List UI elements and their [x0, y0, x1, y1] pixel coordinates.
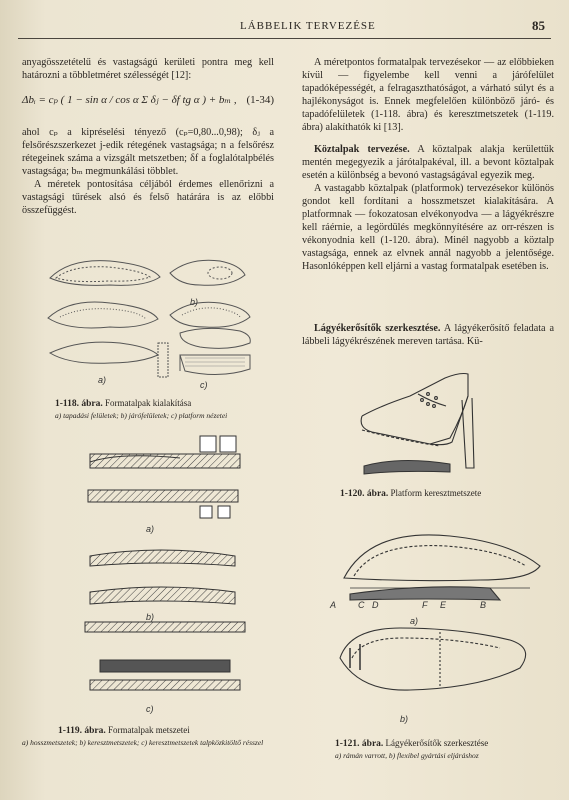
left-paragraph-2: ahol cₚ a kipréselési tényező (cₚ=0,80...0,98); δⱼ a felsőrészszerkezet j-edik rétegének vastagsága; n a felsőrész rétegeinek száma a vizsgált metszetben; δf a foglalótalpbélés vastagsága; bₘ megmunkálási többlet. [22, 127, 274, 177]
formula-number: (1-34) [246, 94, 274, 106]
fig119-caption-number: 1-119. ábra. [58, 726, 106, 736]
fig120-caption-number: 1-120. ábra. [340, 489, 389, 499]
header-rule [18, 38, 551, 39]
fig121-letter-B: B [480, 600, 487, 610]
section-title-koztalpak: Köztalpak tervezése. [314, 144, 410, 155]
fig121-letter-A: A [330, 600, 337, 610]
fig119-caption-title: Formatalpak metszetei [108, 725, 190, 735]
fig121-caption-sub: a) rámán varrott, b) flexibel gyártási eljáráshoz [335, 751, 479, 760]
figure-1-120 [350, 356, 540, 486]
fig121-letter-D: D [372, 600, 379, 610]
formula-body: Δbᵢ = cₚ ( 1 − sin α / cos α Σ δⱼ − δf tg α ) + bₘ , [22, 94, 237, 106]
left-column-text [22, 56, 274, 82]
fig118-caption-number: 1-118. ábra. [55, 399, 103, 409]
page-number: 85 [532, 18, 545, 33]
right-paragraph-2: A vastagabb köztalpak (platformok) tervezésekor különös gondot kell fordítani a hosszmetszet kialakítására. A platformnak — fokozatosan elvékonyodva — a lágyékrészre kell ráérnie, a legördülés megkönnyítésére az orr-részen is vékonyodnia kell (1-120. ábra). Minél nagyobb a köztalp vastagsága, ennek az elvnek annál nagyobb a jelentősége. Hasonlóképpen kell eljárni a vastag formatalpak esetében is. [302, 183, 554, 272]
fig121-caption-number: 1-121. ábra. [335, 739, 384, 749]
fig120-caption [340, 488, 555, 500]
running-title: LÁBBELIK TERVEZÉSE [240, 20, 376, 32]
right-section-lagyekerositok [302, 322, 554, 348]
figure-1-119 [60, 432, 260, 717]
running-head [0, 14, 569, 36]
fig121-letter-F: F [422, 600, 428, 610]
fig118-label-b: b) [190, 297, 199, 307]
section-text-koztalpak: A köztalpak alakja kerülettük mentén megegyezik a járótalpakéval, ill. a bevont köztalpak esetén a különbség a bevonó vastagságával egyezik meg. [302, 144, 554, 181]
fig120-caption-title: Platform keresztmetszete [390, 488, 482, 498]
fig119-label-b: b) [146, 612, 155, 622]
fig119-caption-sub: a) hosszmetszetek; b) keresztmetszetek; c) keresztmetszetek talpközkitöltő résszel [22, 738, 264, 747]
left-paragraph-1: anyagösszetételű és vastagságú kerületi pontra meg kell határozni a többletméret szélességét [12]: [22, 57, 274, 81]
fig121-label-a: a) [410, 616, 419, 626]
fig118-caption-sub: a) tapadási felületek; b) járófelületek; c) platform nézetei [55, 411, 228, 420]
fig121-caption-title: Lágyékerősítők szerkesztése [385, 738, 489, 748]
fig121-letter-E: E [440, 600, 447, 610]
figure-1-118 [40, 243, 270, 393]
right-section-koztalpak [302, 143, 554, 273]
fig118-label-a: a) [98, 375, 107, 385]
fig119-caption [22, 725, 277, 748]
formula-1-34 [22, 94, 274, 107]
fig118-caption-title: Formatalpak kialakítása [105, 398, 192, 408]
left-column-text-2 [22, 126, 274, 217]
left-paragraph-3: A méretek pontosítása céljából érdemes ellenőrizni a vastagsági tűrések alsó és felső határára is az előbbi összefüggést. [22, 179, 274, 216]
right-paragraph-1: A méretpontos formatalpak tervezésekor — az előbbieken kívül — figyelembe kell venni a járófelület tapadóképességét, a felragaszthatóságot, a várható súlyt és a hajlékonyságot is. Ennek megfelelően különböző járó- és tapadófelületek (1-118. ábra) és keresztmetszetek (1-119. ábra) alakíthatók ki [13]. [302, 57, 554, 133]
fig119-label-c: c) [146, 704, 154, 714]
section-title-lagyek: Lágyékerősítők szerkesztése. [314, 323, 441, 334]
fig118-caption [55, 398, 275, 421]
fig118-label-c: c) [200, 380, 208, 390]
fig121-caption [335, 738, 555, 761]
fig119-label-a: a) [146, 524, 155, 534]
right-column-text [302, 56, 554, 134]
figure-1-121 [330, 518, 550, 728]
fig121-label-b: b) [400, 714, 409, 724]
fig121-letter-C: C [358, 600, 365, 610]
section-text-lagyek: A lágyékerősítő feladata a lábbeli lágyékrészének mereven tartása. Kü- [302, 323, 555, 347]
